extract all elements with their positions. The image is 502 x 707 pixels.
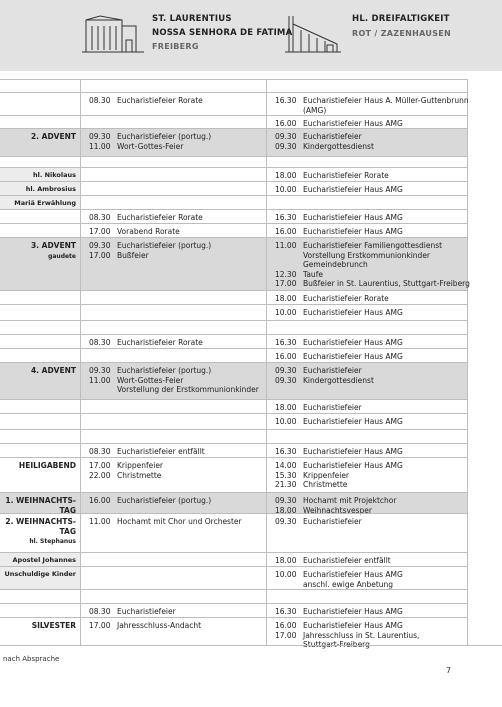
day-label [31, 241, 76, 261]
event-time: 17.00 [275, 630, 297, 640]
dreifaltigkeit-cell [266, 513, 468, 552]
event-description: Taufe [303, 269, 323, 279]
dreifaltigkeit-cell [266, 167, 468, 181]
event-time: 18.00 [275, 403, 297, 412]
event-description: Eucharistiefeier [303, 132, 362, 141]
day-label [13, 556, 76, 566]
event-description: Eucharistiefeier Haus AMG [303, 185, 403, 194]
parish-right-title: HL. DREIFALTIGKEIT [352, 14, 450, 24]
schedule-row [0, 429, 502, 443]
dreifaltigkeit-cell [266, 413, 468, 429]
event-time: 08.30 [89, 96, 111, 105]
event-time: 18.00 [275, 505, 297, 515]
day-label [31, 366, 76, 376]
schedule-row [0, 79, 502, 92]
day-label-cell [0, 334, 80, 348]
st-laurentius-cell [80, 492, 266, 513]
event-time: 09.30 [89, 366, 111, 375]
event-time: 09.30 [275, 496, 297, 505]
event-description: Vorabend Rorate [117, 227, 180, 236]
day-label [31, 132, 76, 142]
dreifaltigkeit-cell [266, 617, 468, 649]
dreifaltigkeit-cell [266, 429, 468, 443]
event-description: Weihnachtsvesper [303, 505, 372, 515]
dreifaltigkeit-cell [266, 92, 468, 115]
event-time: 08.30 [89, 447, 111, 456]
st-laurentius-cell [80, 552, 266, 566]
event-description: Eucharistiefeier (portug.) [117, 496, 212, 505]
event-description: Jahresschluss-Andacht [117, 621, 202, 630]
event-description: Bußfeier in St. Laurentius, Stuttgart-Freiberg [303, 279, 470, 288]
st-laurentius-cell [80, 209, 266, 223]
event-description: Eucharistiefeier Haus AMG [303, 607, 403, 616]
event-time: 17.00 [275, 279, 297, 288]
event-time: 16.30 [275, 96, 297, 105]
day-label-cell [0, 399, 80, 413]
day-name: hl. Nikolaus [33, 171, 76, 179]
schedule-row [0, 320, 502, 334]
event-description: Eucharistiefeier Rorate [303, 171, 389, 180]
day-subtitle: gaudete [48, 252, 76, 260]
schedule-row [0, 513, 502, 552]
event-description: anschl. ewige Anbetung [303, 579, 394, 589]
day-label-cell [0, 92, 80, 115]
event-description: Krippenfeier [303, 470, 350, 480]
event-time: 09.30 [275, 517, 297, 526]
dreifaltigkeit-cell [266, 443, 468, 457]
event-description: Eucharistiefeier (portug.) [117, 241, 212, 250]
schedule-row [0, 156, 502, 167]
event-description: Eucharistiefeier Haus AMG [303, 308, 403, 317]
schedule-row [0, 457, 502, 492]
event-time: 22.00 [89, 470, 111, 480]
event-description: Christmette [117, 470, 162, 480]
event-description: Eucharistiefeier Rorate [117, 96, 203, 105]
day-label-cell [0, 237, 80, 290]
st-laurentius-cell [80, 399, 266, 413]
dreifaltigkeit-cell [266, 128, 468, 156]
event-description: Eucharistiefeier Haus AMG [303, 461, 403, 470]
day-label-cell [0, 492, 80, 513]
day-label [5, 517, 76, 547]
parish-left-heading [152, 13, 292, 54]
event-description: Eucharistiefeier [117, 607, 176, 616]
st-laurentius-cell [80, 429, 266, 443]
schedule-row [0, 617, 502, 649]
event-time: 17.00 [89, 227, 111, 236]
st-laurentius-cell [80, 92, 266, 115]
st-laurentius-cell [80, 167, 266, 181]
schedule-row [0, 552, 502, 566]
day-label [33, 171, 76, 181]
event-description: Eucharistiefeier Haus A. Müller-Guttenbrunn [303, 96, 469, 105]
event-time: 10.00 [275, 308, 297, 317]
event-description: Bußfeier [117, 250, 149, 260]
dreifaltigkeit-cell [266, 399, 468, 413]
schedule-row [0, 304, 502, 320]
day-label-cell [0, 290, 80, 304]
event-time: 21.30 [275, 480, 297, 489]
event-description: Eucharistiefeier (portug.) [117, 132, 212, 141]
event-time: 09.30 [275, 366, 297, 375]
day-name: 3. ADVENT [30, 241, 76, 250]
dreifaltigkeit-cell [266, 457, 468, 492]
event-description: Jahresschluss in St. Laurentius, [303, 630, 420, 640]
parish-left-title-2: NOSSA SENHORA DE FATIMA [152, 27, 293, 38]
st-laurentius-cell [80, 413, 266, 429]
event-time: 09.30 [89, 241, 111, 250]
event-description: Hochamt mit Projektchor [303, 496, 397, 505]
event-time: 16.30 [275, 447, 297, 456]
event-time: 16.30 [275, 213, 297, 222]
dreifaltigkeit-cell [266, 181, 468, 195]
event-description: Christmette [303, 480, 348, 489]
schedule-row [0, 492, 502, 513]
st-laurentius-cell [80, 334, 266, 348]
st-laurentius-cell [80, 603, 266, 617]
day-label-cell [0, 413, 80, 429]
event-time: 10.00 [275, 417, 297, 426]
event-time: 16.30 [275, 338, 297, 347]
event-time: 10.00 [275, 570, 297, 579]
page-header [0, 0, 502, 71]
event-description: Eucharistiefeier [303, 403, 362, 412]
event-time: 17.00 [89, 621, 111, 630]
schedule-row [0, 334, 502, 348]
event-description: Kindergottesdienst [303, 141, 374, 151]
day-label-cell [0, 320, 80, 334]
st-laurentius-cell [80, 304, 266, 320]
event-time: 16.30 [275, 607, 297, 616]
day-label-cell [0, 304, 80, 320]
event-description: Vorstellung der Erstkommunionkinder [117, 385, 259, 394]
day-label [5, 570, 76, 580]
event-time: 11.00 [89, 375, 111, 385]
event-time: 16.00 [275, 227, 297, 236]
dreifaltigkeit-cell [266, 552, 468, 566]
day-name: 2. ADVENT [30, 132, 76, 141]
day-name: 4. ADVENT [30, 366, 76, 375]
parish-right-subtitle: ROT / ZAZENHAUSEN [352, 28, 452, 38]
st-laurentius-cell [80, 589, 266, 603]
day-label-cell [0, 457, 80, 492]
dreifaltigkeit-cell [266, 362, 468, 399]
page-number: 7 [446, 666, 452, 675]
schedule-row [0, 399, 502, 413]
day-label-cell [0, 552, 80, 566]
dreifaltigkeit-cell [266, 334, 468, 348]
parish-left-title-1: ST. LAURENTIUS [152, 14, 232, 24]
schedule-row [0, 128, 502, 156]
day-name: 1. WEIHNACHTS- [5, 496, 76, 505]
event-time: 08.30 [89, 213, 111, 222]
event-time: 10.00 [275, 185, 297, 194]
event-time: 09.30 [89, 132, 111, 141]
event-time: 16.00 [275, 119, 297, 128]
event-description: Eucharistiefeier [303, 517, 362, 526]
dreifaltigkeit-cell [266, 348, 468, 362]
table-bottom-border [0, 645, 502, 646]
day-label [19, 461, 76, 471]
st-laurentius-cell [80, 617, 266, 645]
schedule-row [0, 603, 502, 617]
event-description: Eucharistiefeier Haus AMG [303, 213, 403, 222]
st-laurentius-cell [80, 348, 266, 362]
day-label-cell [0, 209, 80, 223]
day-label-cell [0, 79, 80, 92]
event-description: Eucharistiefeier Haus AMG [303, 447, 403, 456]
dreifaltigkeit-cell [266, 195, 468, 209]
day-label [14, 199, 76, 209]
parish-left-subtitle: FREIBERG [152, 42, 199, 51]
day-label [32, 621, 76, 631]
st-laurentius-cell [80, 320, 266, 334]
st-laurentius-cell [80, 443, 266, 457]
day-label-cell [0, 603, 80, 617]
day-label-cell [0, 128, 80, 156]
schedule-row [0, 195, 502, 209]
day-label-cell [0, 429, 80, 443]
event-time: 14.00 [275, 461, 297, 470]
dreifaltigkeit-cell [266, 156, 468, 167]
event-time: 16.00 [275, 621, 297, 630]
day-label-cell [0, 195, 80, 209]
day-name: Apostel Johannes [12, 556, 76, 564]
day-label-cell [0, 589, 80, 603]
event-description: Hochamt mit Chor und Orchester [117, 517, 242, 526]
dreifaltigkeit-cell [266, 320, 468, 334]
church-building-icon [283, 14, 343, 56]
day-name: Unschuldige Kinder [4, 570, 76, 578]
event-description: Eucharistiefeier [303, 366, 362, 375]
event-time: 08.30 [89, 338, 111, 347]
event-description: (AMG) [303, 105, 327, 115]
event-time: 17.00 [89, 250, 111, 260]
event-time: 09.30 [275, 132, 297, 141]
st-laurentius-cell [80, 290, 266, 304]
st-laurentius-cell [80, 79, 266, 92]
dreifaltigkeit-cell [266, 566, 468, 589]
event-time: 16.00 [89, 496, 111, 505]
day-name: hl. Ambrosius [25, 185, 76, 193]
dreifaltigkeit-cell [266, 290, 468, 304]
day-label-cell [0, 181, 80, 195]
event-description: Kindergottesdienst [303, 375, 374, 385]
day-label-cell [0, 566, 80, 589]
schedule-row [0, 181, 502, 195]
day-name-continued: TAG [59, 526, 76, 536]
event-description: Eucharistiefeier Haus AMG [303, 352, 403, 361]
schedule-row [0, 589, 502, 603]
day-name: SILVESTER [31, 621, 76, 630]
event-time: 11.00 [89, 517, 111, 526]
st-laurentius-cell [80, 362, 266, 399]
st-laurentius-cell [80, 195, 266, 209]
st-laurentius-cell [80, 115, 266, 128]
event-description: Eucharistiefeier Haus AMG [303, 621, 403, 630]
church-building-icon [80, 14, 146, 56]
event-description: Vorstellung Erstkommunionkinder [303, 250, 431, 260]
schedule-row [0, 290, 502, 304]
st-laurentius-cell [80, 237, 266, 290]
event-description: Krippenfeier [117, 461, 164, 470]
schedule-row [0, 362, 502, 399]
event-description: Eucharistiefeier Haus AMG [303, 119, 403, 128]
day-label-cell [0, 167, 80, 181]
event-description: Eucharistiefeier Rorate [117, 213, 203, 222]
event-time: 18.00 [275, 294, 297, 303]
day-label-cell [0, 443, 80, 457]
day-name: HEILIGABEND [18, 461, 76, 470]
schedule-row [0, 566, 502, 589]
schedule-row [0, 348, 502, 362]
event-time: 09.30 [275, 375, 297, 385]
day-label-cell [0, 115, 80, 128]
day-label-cell [0, 617, 80, 645]
day-name: Mariä Erwählung [14, 199, 76, 207]
schedule-row [0, 237, 502, 290]
schedule-row [0, 413, 502, 429]
st-laurentius-cell [80, 457, 266, 492]
event-description: Eucharistiefeier entfällt [117, 447, 205, 456]
day-label-cell [0, 513, 80, 552]
event-time: 12.30 [275, 269, 297, 279]
dreifaltigkeit-cell [266, 589, 468, 603]
schedule-row [0, 223, 502, 237]
dreifaltigkeit-cell [266, 237, 468, 290]
event-time: 18.00 [275, 556, 297, 565]
dreifaltigkeit-cell [266, 79, 468, 92]
parish-right-heading [352, 13, 451, 40]
dreifaltigkeit-cell [266, 115, 468, 128]
event-time: 11.00 [89, 141, 111, 151]
day-label-cell [0, 156, 80, 167]
day-label [26, 185, 76, 195]
event-description: Eucharistiefeier Haus AMG [303, 570, 403, 579]
footer-note: nach Absprache [3, 655, 60, 663]
event-time: 11.00 [275, 241, 297, 250]
st-laurentius-cell [80, 181, 266, 195]
st-laurentius-cell [80, 513, 266, 552]
day-label-cell [0, 362, 80, 399]
st-laurentius-cell [80, 566, 266, 589]
dreifaltigkeit-cell [266, 304, 468, 320]
schedule-row [0, 115, 502, 128]
day-label-cell [0, 348, 80, 362]
dreifaltigkeit-cell [266, 209, 468, 223]
event-description: Wort-Gottes-Feier [117, 141, 184, 151]
schedule-row [0, 443, 502, 457]
event-description: Eucharistiefeier Rorate [303, 294, 389, 303]
schedule-row [0, 92, 502, 115]
event-time: 09.30 [275, 141, 297, 151]
event-description: Eucharistiefeier Familiengottesdienst [303, 241, 443, 250]
event-description: Eucharistiefeier Haus AMG [303, 417, 403, 426]
event-description: Eucharistiefeier entfällt [303, 556, 391, 565]
schedule-row [0, 209, 502, 223]
schedule-row [0, 167, 502, 181]
day-name: 2. WEIHNACHTS- [5, 517, 76, 526]
event-time: 17.00 [89, 461, 111, 470]
day-subtitle: hl. Stephanus [29, 538, 76, 545]
dreifaltigkeit-cell [266, 223, 468, 237]
event-description: Eucharistiefeier Haus AMG [303, 227, 403, 236]
event-description: Gemeindebrunch [303, 260, 368, 269]
event-time: 16.00 [275, 352, 297, 361]
day-name-continued: TAG [59, 505, 76, 515]
event-description: Stuttgart-Freiberg [303, 640, 370, 649]
event-description: Eucharistiefeier (portug.) [117, 366, 212, 375]
st-laurentius-cell [80, 223, 266, 237]
event-description: Eucharistiefeier Rorate [117, 338, 203, 347]
event-description: Wort-Gottes-Feier [117, 375, 184, 385]
dreifaltigkeit-cell [266, 603, 468, 617]
event-time: 15.30 [275, 470, 297, 480]
event-time: 08.30 [89, 607, 111, 616]
event-description: Eucharistiefeier Haus AMG [303, 338, 403, 347]
st-laurentius-cell [80, 128, 266, 156]
st-laurentius-cell [80, 156, 266, 167]
day-label-cell [0, 223, 80, 237]
event-time: 18.00 [275, 171, 297, 180]
dreifaltigkeit-cell [266, 492, 468, 513]
